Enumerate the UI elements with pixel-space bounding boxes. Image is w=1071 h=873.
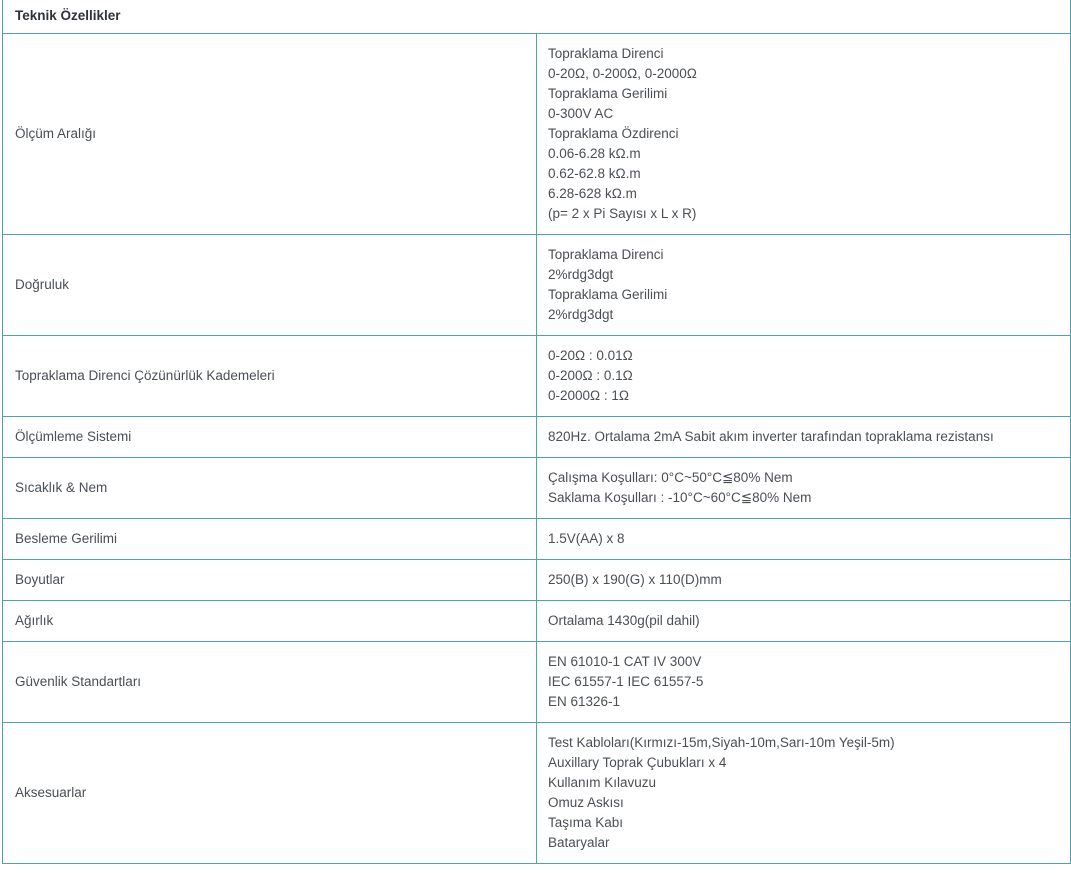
- value-line: IEC 61557-1 IEC 61557-5: [548, 673, 704, 689]
- spec-table: [2, 0, 1071, 864]
- value-line: EN 61326-1: [548, 693, 621, 709]
- value-line: 0.06-6.28 kΩ.m: [548, 145, 641, 161]
- row-value: [537, 641, 1071, 722]
- row-value: [537, 559, 1071, 600]
- row-value: [537, 33, 1071, 234]
- value-line: Çalışma Koşulları: 0°C~50°C≦80% Nem: [548, 469, 793, 485]
- value-line: (p= 2 x Pi Sayısı x L x R): [548, 205, 697, 221]
- value-line: 0-300V AC: [548, 105, 614, 121]
- row-label: Doğruluk: [3, 234, 537, 335]
- row-label: Ölçüm Aralığı: [3, 33, 537, 234]
- value-line: 250(B) x 190(G) x 110(D)mm: [548, 571, 722, 587]
- value-line: Topraklama Özdirenci: [548, 125, 679, 141]
- spec-table-title: Teknik Özellikler: [3, 0, 1071, 33]
- row-label: Ağırlık: [3, 600, 537, 641]
- table-row: [3, 641, 1071, 722]
- table-row: [3, 722, 1071, 863]
- value-line: Saklama Koşulları : -10°C~60°C≦80% Nem: [548, 489, 812, 505]
- table-row: [3, 600, 1071, 641]
- row-label: Aksesuarlar: [3, 722, 537, 863]
- value-line: Topraklama Gerilimi: [548, 286, 668, 302]
- row-value: [537, 416, 1071, 457]
- table-row: [3, 416, 1071, 457]
- value-line: 0.62-62.8 kΩ.m: [548, 165, 641, 181]
- value-line: EN 61010-1 CAT IV 300V: [548, 653, 702, 669]
- row-value: [537, 335, 1071, 416]
- table-row: [3, 518, 1071, 559]
- table-row: [3, 335, 1071, 416]
- row-label: Sıcaklık & Nem: [3, 457, 537, 518]
- row-value: [537, 457, 1071, 518]
- value-line: 0-2000Ω : 1Ω: [548, 387, 629, 403]
- value-line: Auxillary Toprak Çubukları x 4: [548, 754, 727, 770]
- table-row: [3, 234, 1071, 335]
- table-row: [3, 559, 1071, 600]
- value-line: 6.28-628 kΩ.m: [548, 185, 637, 201]
- row-label: Boyutlar: [3, 559, 537, 600]
- value-line: Omuz Askısı: [548, 794, 624, 810]
- value-line: Kullanım Kılavuzu: [548, 774, 657, 790]
- table-row: [3, 457, 1071, 518]
- row-label: Besleme Gerilimi: [3, 518, 537, 559]
- value-line: 2%rdg3dgt: [548, 306, 614, 322]
- value-line: 0-20Ω : 0.01Ω: [548, 347, 633, 363]
- row-value: [537, 234, 1071, 335]
- value-line: Test Kabloları(Kırmızı-15m,Siyah-10m,Sarı-10m Yeşil-5m): [548, 734, 895, 750]
- value-line: Bataryalar: [548, 834, 610, 850]
- value-line: Taşıma Kabı: [548, 814, 624, 830]
- row-value: [537, 722, 1071, 863]
- row-label: Ölçümleme Sistemi: [3, 416, 537, 457]
- row-value: [537, 518, 1071, 559]
- value-line: 1.5V(AA) x 8: [548, 530, 625, 546]
- value-line: Topraklama Direnci: [548, 45, 664, 61]
- value-line: 0-20Ω, 0-200Ω, 0-2000Ω: [548, 65, 697, 81]
- value-line: 820Hz. Ortalama 2mA Sabit akım inverter tarafından topraklama rezistansı: [548, 428, 994, 444]
- value-line: Topraklama Gerilimi: [548, 85, 668, 101]
- value-line: 0-200Ω : 0.1Ω: [548, 367, 633, 383]
- spec-table-header-row: [3, 0, 1071, 33]
- spec-table-body: [3, 33, 1071, 863]
- value-line: 2%rdg3dgt: [548, 266, 614, 282]
- row-value: [537, 600, 1071, 641]
- row-label: Güvenlik Standartları: [3, 641, 537, 722]
- row-label: Topraklama Direnci Çözünürlük Kademeleri: [3, 335, 537, 416]
- table-row: [3, 33, 1071, 234]
- value-line: Topraklama Direnci: [548, 246, 664, 262]
- value-line: Ortalama 1430g(pil dahil): [548, 612, 700, 628]
